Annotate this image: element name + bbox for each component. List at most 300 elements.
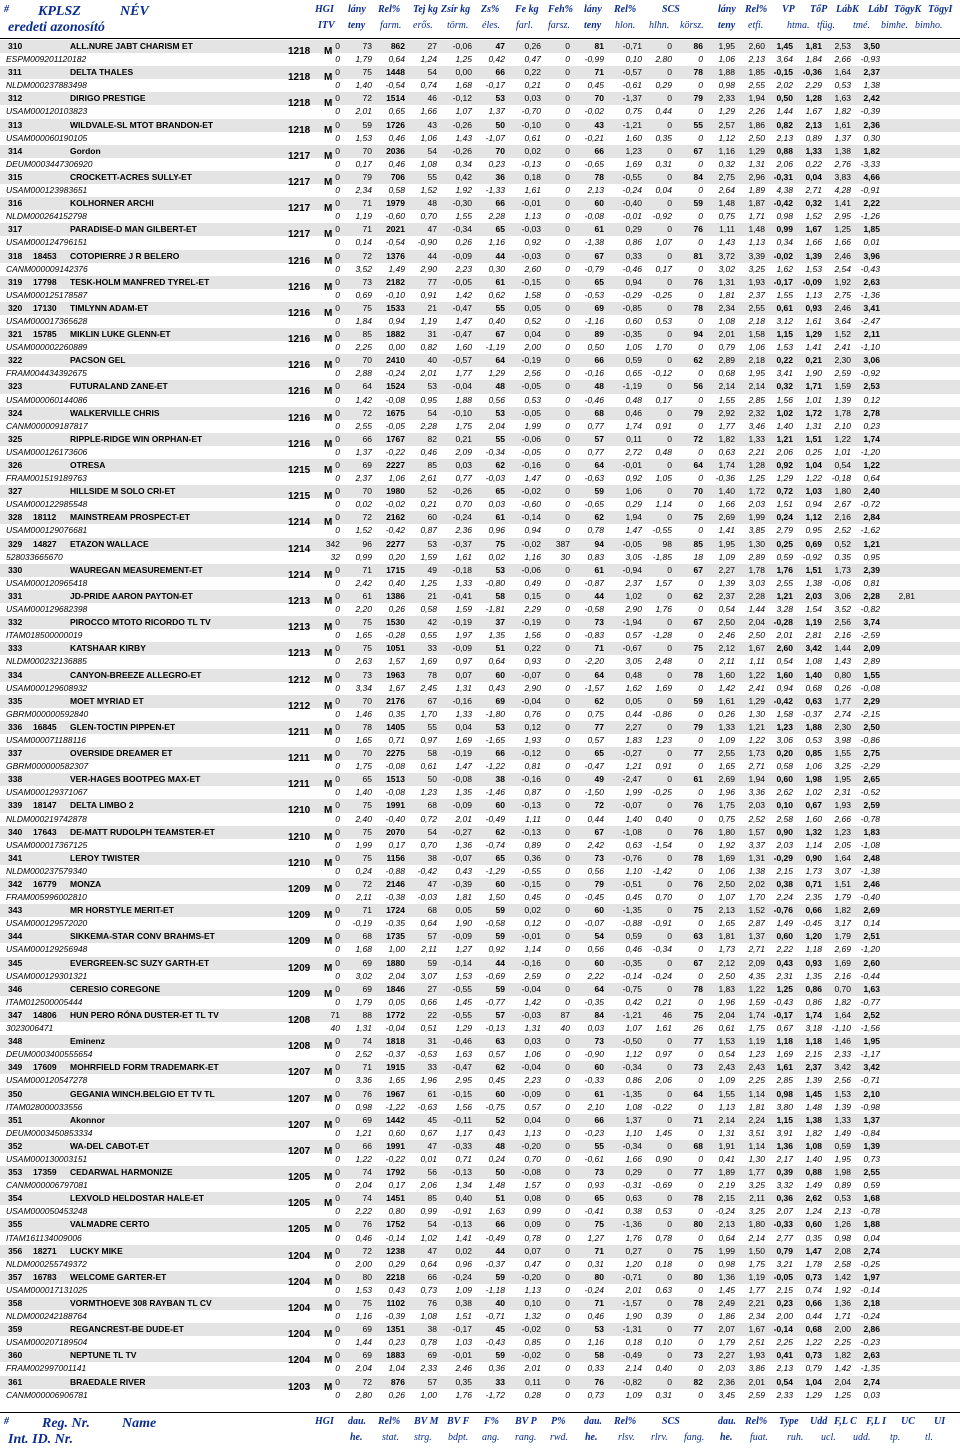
bull-name: WELCOME GARTER-ET: [70, 1271, 167, 1282]
value-cell: 75: [594, 1219, 604, 1230]
value-cell: 66: [495, 198, 505, 209]
original-id: USAM000002260889: [6, 342, 88, 353]
rank-number: 335: [8, 695, 23, 706]
value-cell: 2,50: [718, 970, 735, 981]
value-cell: 1,99: [748, 512, 765, 523]
original-id: USAM000017367125: [6, 839, 88, 850]
value-cell: 1,39: [834, 394, 851, 405]
col-h_labk: LábK: [836, 4, 859, 15]
col-s_htma: htma.: [787, 20, 810, 31]
value-cell: 0,81: [863, 577, 880, 588]
value-cell: 3,39: [748, 250, 765, 261]
value-cell: 76: [693, 276, 703, 287]
value-cell: 89: [594, 329, 604, 340]
value-cell: 0,29: [388, 1258, 405, 1269]
value-cell: 0,57: [625, 630, 642, 641]
value-cell: -0,88: [622, 918, 642, 929]
value-cell: 0,11: [626, 433, 642, 444]
value-cell: 0,79: [776, 1245, 793, 1256]
value-cell: 69: [495, 695, 505, 706]
value-cell: 2,12: [718, 643, 735, 654]
value-cell: 1,62: [776, 263, 793, 274]
value-cell: 1,82: [718, 433, 735, 444]
footer-divider: [0, 1412, 960, 1413]
value-cell: 36: [495, 171, 505, 182]
col-f_udd: Udd: [810, 1416, 828, 1427]
value-cell: 1,29: [488, 368, 505, 379]
value-cell: 1,09: [718, 551, 735, 562]
value-cell: 0: [698, 630, 703, 641]
value-cell: 0: [335, 263, 340, 274]
value-cell: 1,33: [455, 577, 472, 588]
hgi-value: 1204: [288, 1329, 311, 1341]
bull-name: COTOPIERRE J R BELERO: [70, 250, 180, 261]
value-cell: 3,32: [776, 1180, 793, 1191]
bull-name: Akonnor: [70, 1114, 105, 1125]
value-cell: 60: [495, 879, 505, 889]
value-cell: -1,21: [622, 119, 642, 130]
value-cell: 1,02: [776, 407, 793, 418]
col-f_dau2: dau.: [584, 1416, 603, 1427]
value-cell: 2,34: [748, 1311, 765, 1322]
col-h_zs: Zs%: [481, 4, 500, 15]
value-cell: 2,89: [718, 355, 735, 366]
col-fs_rlsv: rlsv.: [618, 1432, 635, 1443]
value-cell: 0: [698, 80, 703, 91]
sex-code: M: [324, 779, 333, 791]
table-row: [0, 1140, 960, 1166]
value-cell: 2182: [386, 276, 405, 287]
value-cell: 1,74: [805, 1009, 822, 1020]
value-cell: 0,81: [524, 761, 541, 772]
original-id: NLDM000219742878: [6, 813, 87, 824]
value-cell: 0,40: [455, 1193, 472, 1204]
value-cell: 0: [698, 1127, 703, 1138]
sex-code: M: [324, 334, 333, 346]
value-cell: 1,25: [748, 473, 765, 484]
value-cell: 0: [335, 1271, 340, 1282]
value-cell: -0,24: [860, 1311, 880, 1322]
value-cell: 70: [362, 695, 372, 706]
value-cell: 0,57: [524, 1101, 541, 1112]
value-cell: 38: [427, 852, 437, 863]
original-id: USAM000129572020: [6, 918, 88, 929]
value-cell: 0: [698, 263, 703, 274]
value-cell: 75: [362, 302, 372, 313]
value-cell: 0,41: [718, 1153, 735, 1164]
value-cell: 2,09: [455, 446, 472, 457]
value-cell: 0,02: [524, 145, 541, 156]
value-cell: 0,44: [805, 1311, 822, 1322]
original-id: USAM000120103823: [6, 106, 88, 117]
value-cell: 1,67: [748, 1324, 765, 1335]
table-row: [0, 590, 960, 616]
value-cell: 0: [335, 1337, 340, 1348]
value-cell: 1,18: [805, 944, 822, 955]
sex-code: M: [324, 412, 333, 424]
value-cell: 1,18: [805, 1036, 822, 1047]
value-cell: 2162: [386, 512, 405, 523]
value-cell: 0: [698, 132, 703, 143]
value-cell: 1980: [386, 486, 405, 497]
value-cell: 2,16: [834, 512, 851, 523]
value-cell: -1,42: [652, 865, 672, 876]
value-cell: 1,42: [834, 1271, 851, 1282]
value-cell: 71: [594, 67, 604, 78]
value-cell: 2,42: [863, 93, 880, 104]
value-cell: 51: [495, 643, 505, 654]
value-cell: -0,49: [622, 1350, 642, 1361]
value-cell: 61: [362, 590, 372, 601]
rank-number: 322: [8, 355, 23, 366]
value-cell: 67: [495, 329, 505, 340]
value-cell: 0,03: [863, 1389, 880, 1400]
value-cell: -0,26: [452, 119, 472, 130]
sex-code: M: [324, 176, 333, 188]
value-cell: 0: [565, 263, 570, 274]
value-cell: -1,20: [860, 446, 880, 457]
hgi-value: 1216: [288, 360, 311, 372]
value-cell: 1530: [386, 617, 405, 628]
value-cell: 0,77: [587, 420, 604, 431]
value-cell: 2036: [386, 145, 405, 156]
value-cell: 72: [362, 1376, 372, 1387]
value-cell: 2,92: [718, 407, 735, 418]
value-cell: 1,90: [455, 918, 472, 929]
value-cell: 1,84: [355, 315, 372, 326]
value-cell: 0,50: [776, 93, 793, 104]
value-cell: 75: [693, 512, 703, 523]
value-cell: 3,83: [834, 171, 851, 182]
sex-code: M: [324, 98, 333, 110]
value-cell: 1,37: [625, 1114, 642, 1125]
value-cell: 61: [495, 276, 505, 287]
value-cell: 1,06: [388, 473, 405, 484]
value-cell: 1,37: [355, 446, 372, 457]
value-cell: 0: [667, 1193, 672, 1204]
hgi-value: 1211: [288, 726, 310, 738]
value-cell: 1,44: [355, 1337, 372, 1348]
bull-name: CEDARWAL HARMONIZE: [70, 1167, 173, 1178]
value-cell: -0,24: [385, 368, 405, 379]
value-cell: 2,03: [748, 499, 765, 510]
value-cell: 0,70: [834, 983, 851, 994]
hgi-value: 1216: [288, 438, 311, 450]
value-cell: 2,09: [863, 643, 880, 654]
value-cell: 0,22: [524, 67, 541, 78]
sex-code: M: [324, 203, 333, 215]
value-cell: -0,15: [521, 276, 541, 287]
value-cell: 1,67: [805, 106, 822, 117]
value-cell: 1,95: [834, 774, 851, 785]
value-cell: 1,04: [805, 1376, 822, 1387]
value-cell: -0,41: [452, 590, 472, 601]
value-cell: 0,17: [388, 1180, 405, 1191]
original-id: USAM000017365628: [6, 315, 88, 326]
value-cell: 3,91: [776, 1127, 793, 1138]
value-cell: 0,44: [625, 708, 642, 719]
col-f_flc: F,L C: [834, 1416, 857, 1427]
value-cell: 0,78: [587, 525, 604, 536]
value-cell: 1,51: [455, 1311, 472, 1322]
value-cell: 72: [362, 93, 372, 104]
table-row: [0, 904, 960, 930]
value-cell: 0: [565, 1271, 570, 1282]
value-cell: 38: [427, 1324, 437, 1335]
sex-code: M: [324, 46, 333, 57]
value-cell: 0: [667, 355, 672, 366]
value-cell: 0: [565, 800, 570, 811]
value-cell: -0,04: [521, 983, 541, 994]
value-cell: 0,65: [625, 368, 642, 379]
value-cell: 0,71: [805, 879, 822, 889]
sex-code: M: [324, 753, 333, 765]
value-cell: 66: [362, 433, 372, 444]
value-cell: 0,21: [805, 355, 822, 366]
value-cell: 31: [427, 329, 437, 340]
value-cell: -1,29: [485, 865, 505, 876]
value-cell: 3,17: [834, 918, 851, 929]
value-cell: 76: [693, 800, 703, 811]
bull-name: WA-DEL CABOT-ET: [70, 1140, 150, 1151]
sex-code: M: [324, 884, 333, 895]
value-cell: 0: [335, 342, 340, 353]
value-cell: 1,60: [805, 813, 822, 824]
value-cell: 0: [667, 695, 672, 706]
value-cell: 0,60: [625, 315, 642, 326]
value-cell: 0,42: [625, 996, 642, 1007]
value-cell: 0,61: [420, 761, 437, 772]
value-cell: 2,31: [776, 970, 793, 981]
value-cell: 44: [495, 1245, 505, 1256]
table-row: [0, 197, 960, 223]
value-cell: 1405: [386, 721, 405, 732]
value-cell: 1,88: [455, 394, 472, 405]
bull-name: LEROY TWISTER: [70, 852, 140, 863]
value-cell: 0: [667, 302, 672, 313]
value-cell: 3,96: [863, 250, 880, 261]
value-cell: -0,28: [385, 630, 405, 641]
value-cell: 0: [335, 145, 340, 156]
value-cell: 64: [594, 460, 604, 470]
value-cell: 1,95: [718, 538, 735, 549]
value-cell: 2,27: [718, 1350, 735, 1361]
value-cell: 0,63: [718, 446, 735, 457]
original-id: 528033665670: [6, 551, 63, 562]
value-cell: 0,77: [455, 473, 472, 484]
col-s_farsz: farsz.: [548, 20, 570, 31]
value-cell: 0: [698, 368, 703, 379]
col-h_nev: NÉV: [120, 4, 149, 19]
value-cell: 1,84: [805, 54, 822, 65]
value-cell: 2,07: [718, 1324, 735, 1335]
value-cell: 2,04: [748, 617, 765, 628]
value-cell: -0,80: [485, 577, 505, 588]
table-row: [0, 1297, 960, 1323]
value-cell: 1,76: [625, 1232, 642, 1243]
value-cell: 0: [667, 643, 672, 654]
value-cell: 2,41: [834, 342, 851, 353]
value-cell: 0,73: [863, 1153, 880, 1164]
col-s_korsz: körsz.: [680, 20, 704, 31]
value-cell: 1,94: [625, 512, 642, 523]
value-cell: 0: [565, 748, 570, 759]
value-cell: -1,36: [860, 289, 880, 300]
value-cell: 77: [693, 1167, 703, 1178]
value-cell: 68: [427, 905, 437, 916]
value-cell: 1,73: [748, 748, 765, 759]
value-cell: -0,14: [521, 512, 541, 523]
value-cell: 0,01: [863, 237, 880, 248]
value-cell: 0: [698, 970, 703, 981]
original-id: FRAM002997001141: [6, 1363, 87, 1374]
value-cell: 2,76: [834, 158, 851, 169]
value-cell: 0,52: [524, 315, 541, 326]
value-cell: 2,69: [718, 774, 735, 785]
value-cell: 0: [698, 577, 703, 588]
bull-name: MOHRFIELD FORM TRADEMARK-ET: [70, 1062, 219, 1073]
value-cell: 0,99: [776, 224, 793, 235]
value-cell: -0,14: [773, 1324, 793, 1335]
value-cell: -0,01: [452, 1350, 472, 1361]
value-cell: 1,45: [718, 1284, 735, 1295]
value-cell: 0: [565, 1193, 570, 1204]
value-cell: 0,98: [776, 1088, 793, 1099]
table-row: [0, 223, 960, 249]
value-cell: 0: [698, 1232, 703, 1243]
value-cell: 46: [427, 93, 437, 104]
value-cell: 0,95: [863, 551, 880, 562]
value-cell: 67: [594, 250, 604, 261]
value-cell: 0: [565, 1140, 570, 1151]
value-cell: -0,55: [452, 1009, 472, 1020]
value-cell: 0: [335, 237, 340, 248]
rank-number: 337: [8, 748, 23, 759]
value-cell: 1,69: [776, 1049, 793, 1060]
value-cell: -0,83: [584, 630, 604, 641]
value-cell: 60: [495, 800, 505, 811]
value-cell: 0: [698, 185, 703, 196]
value-cell: 1,10: [625, 865, 642, 876]
hgi-value: 1207: [288, 1145, 311, 1157]
value-cell: 0,96: [455, 1258, 472, 1269]
value-cell: 80: [362, 1271, 372, 1282]
value-cell: -0,08: [385, 761, 405, 772]
value-cell: 1,79: [355, 54, 372, 65]
value-cell: 1,29: [455, 1023, 472, 1034]
value-cell: 3,25: [834, 761, 851, 772]
value-cell: 1,57: [655, 577, 672, 588]
value-cell: 1,51: [805, 433, 822, 444]
value-cell: 0: [565, 1232, 570, 1243]
value-cell: 0: [335, 721, 340, 732]
value-cell: 0: [667, 460, 672, 470]
value-cell: -0,57: [622, 67, 642, 78]
value-cell: 0,04: [655, 185, 672, 196]
value-cell: 1,73: [834, 564, 851, 575]
value-cell: -0,02: [773, 250, 793, 261]
value-cell: 0: [565, 512, 570, 523]
value-cell: 1,40: [355, 80, 372, 91]
value-cell: -0,02: [385, 499, 405, 510]
value-cell: 0: [698, 1363, 703, 1374]
value-cell: 2,12: [718, 957, 735, 968]
value-cell: 1,61: [834, 119, 851, 130]
value-cell: 2,60: [524, 263, 541, 274]
value-cell: -0,53: [417, 1049, 437, 1060]
table-row: [0, 1009, 960, 1035]
table-row: [0, 695, 960, 721]
value-cell: 1,53: [355, 1284, 372, 1295]
value-cell: 2,43: [718, 1062, 735, 1073]
value-cell: 2,09: [748, 957, 765, 968]
value-cell: 0,32: [776, 381, 793, 392]
value-cell: 73: [362, 276, 372, 287]
value-cell: 0,60: [776, 774, 793, 785]
value-cell: 1,39: [718, 577, 735, 588]
value-cell: 55: [594, 1140, 604, 1151]
value-cell: 0: [565, 944, 570, 955]
value-cell: 3,06: [863, 355, 880, 366]
value-cell: 1,02: [420, 1232, 437, 1243]
value-cell: -0,25: [860, 1258, 880, 1269]
value-cell: 85: [362, 329, 372, 340]
value-cell: 0: [335, 1049, 340, 1060]
value-cell: 0: [565, 1049, 570, 1060]
value-cell: 1,64: [834, 67, 851, 78]
value-cell: 68: [362, 931, 372, 942]
value-cell: 0,86: [625, 237, 642, 248]
value-cell: -0,94: [622, 564, 642, 575]
value-cell: 47: [427, 1140, 437, 1151]
value-cell: 1,01: [805, 394, 822, 405]
value-cell: 0: [335, 617, 340, 628]
value-cell: 0,35: [655, 132, 672, 143]
rank-number: 324: [8, 407, 23, 418]
value-cell: 2,23: [524, 1075, 541, 1086]
value-cell: 3,36: [748, 787, 765, 798]
value-cell: 0,31: [587, 1258, 604, 1269]
bull-name: PIROCCO MTOTO RICORDO TL TV: [70, 617, 211, 628]
value-cell: 1,23: [776, 721, 793, 732]
value-cell: 0: [698, 1284, 703, 1295]
rank-number: 352: [8, 1140, 23, 1151]
value-cell: -0,27: [452, 826, 472, 837]
value-cell: 1,69: [420, 656, 437, 667]
bull-name: FUTURALAND ZANE-ET: [70, 381, 168, 392]
value-cell: 48: [427, 198, 437, 209]
hgi-value: 1216: [288, 255, 311, 267]
value-cell: 0: [565, 486, 570, 497]
value-cell: 0,42: [488, 54, 505, 65]
value-cell: 1,29: [748, 695, 765, 706]
value-cell: 0: [565, 1114, 570, 1125]
rank-number: 318: [8, 250, 23, 261]
value-cell: 2,80: [655, 54, 672, 65]
value-cell: 0: [335, 407, 340, 418]
value-cell: 2,24: [748, 1114, 765, 1125]
value-cell: -0,34: [622, 1140, 642, 1151]
value-cell: -0,33: [452, 1140, 472, 1151]
value-cell: 1,37: [488, 106, 505, 117]
value-cell: 0: [698, 289, 703, 300]
value-cell: 0: [667, 1324, 672, 1335]
value-cell: 1,43: [455, 132, 472, 143]
value-cell: 1,56: [524, 630, 541, 641]
value-cell: 1,61: [718, 695, 735, 706]
value-cell: 76: [594, 1376, 604, 1387]
value-cell: 0,45: [524, 892, 541, 903]
